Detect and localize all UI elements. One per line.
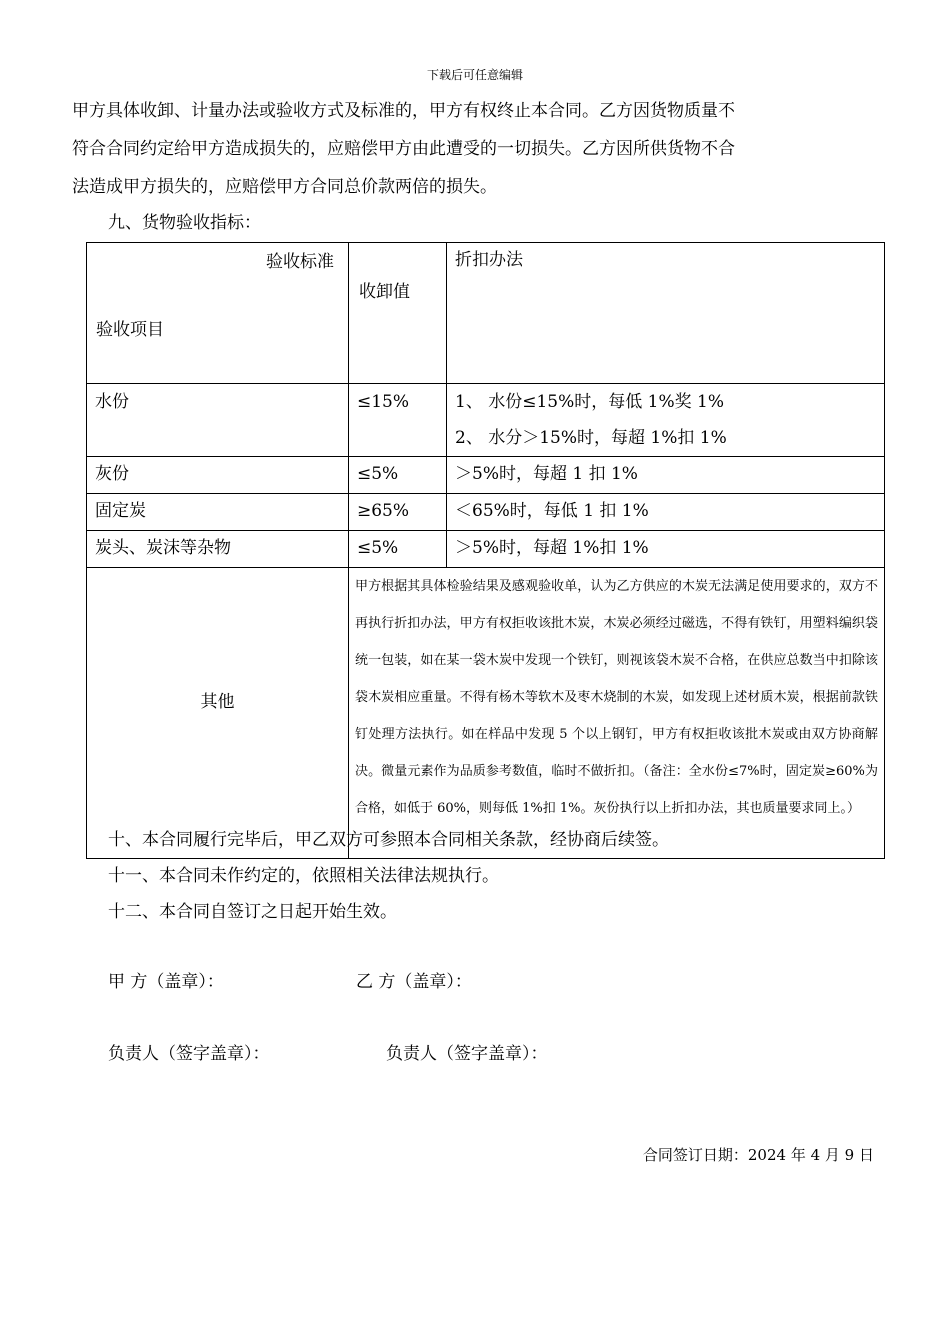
section-9-title: 九、货物验收指标： [108,213,261,233]
table-row [87,531,885,568]
header-standard: 验收标准 [266,252,334,272]
intro-line: 符合合同约定给甲方造成损失的，应赔偿甲方由此遭受的一切损失。乙方因所供货物不合 [72,139,735,159]
row-value: ≤5% [349,457,447,494]
sign-date: 合同签订日期：2024 年 4 月 9 日 [642,1146,874,1164]
method-line: 2、 水分＞15%时，每超 1%扣 1% [455,428,727,448]
row-item: 炭头、炭沫等杂物 [87,531,349,568]
row-method: ＞5%时，每超 1 扣 1% [447,457,885,494]
acceptance-table [86,242,885,859]
party-a-representative: 负责人（签字盖章）： [108,1044,270,1064]
row-value: ≤15% [349,384,447,457]
clause-10: 十、本合同履行完毕后，甲乙双方可参照本合同相关条款，经协商后续签。 [108,830,669,850]
method-line: 1、 水份≤15%时，每低 1%奖 1% [455,392,724,412]
intro-paragraph [72,92,832,206]
party-b-representative: 负责人（签字盖章）： [386,1044,548,1064]
header-method: 折扣办法 [447,243,885,384]
table-header-row [87,243,885,384]
party-a-seal: 甲 方（盖章）： [108,972,224,992]
table-row [87,384,885,457]
header-note: 下载后可任意编辑 [426,68,523,82]
clause-11: 十一、本合同未作约定的，依照相关法律法规执行。 [108,866,499,886]
row-method [447,384,885,457]
intro-line: 法造成甲方损失的，应赔偿甲方合同总价款两倍的损失。 [72,177,497,197]
row-item: 固定炭 [87,494,349,531]
clause-12: 十二、本合同自签订之日起开始生效。 [108,902,397,922]
row-method: ＜65%时，每低 1 扣 1% [447,494,885,531]
table-row [87,494,885,531]
other-label: 其他 [200,691,235,712]
header-value: 收卸值 [349,243,447,384]
row-value: ≤5% [349,531,447,568]
intro-line: 甲方具体收卸、计量办法或验收方式及标准的，甲方有权终止本合同。乙方因货物质量不 [72,101,735,121]
header-item: 验收项目 [96,320,164,340]
party-b-seal: 乙 方（盖章）： [356,972,472,992]
other-label-cell [87,568,349,859]
row-item: 水份 [87,384,349,457]
table-row-other [87,568,885,859]
table-row [87,457,885,494]
row-item: 灰份 [87,457,349,494]
row-value: ≥65% [349,494,447,531]
row-method: ＞5%时，每超 1%扣 1% [447,531,885,568]
other-text: 甲方根据其具体检验结果及感观验收单，认为乙方供应的木炭无法满足使用要求的，双方不再执行折扣办法，甲方有权拒收该批木炭，木炭必须经过磁选，不得有铁钉，用塑料编织袋统一包装，如在某一袋木炭中发现一个铁钉，则视该袋木炭不合格，在供应总数当中扣除该袋木炭相应重量。不得有杨木等软木及枣木烧制的木炭，如发现上述材质木炭，根据前款铁钉处理方法执行。如在样品中发现 5 个以上钢钉，甲方有权拒收该批木炭或由双方协商解决。微量元素作为品质参考数值，临时不做折扣。（备注：全水份≤7%时，固定炭≥60%为合格，如低于 60%，则每低 1%扣 1%。灰份执行以上折扣办法，其也质量要求同上。） [349,568,885,859]
header-corner-cell [87,243,349,384]
